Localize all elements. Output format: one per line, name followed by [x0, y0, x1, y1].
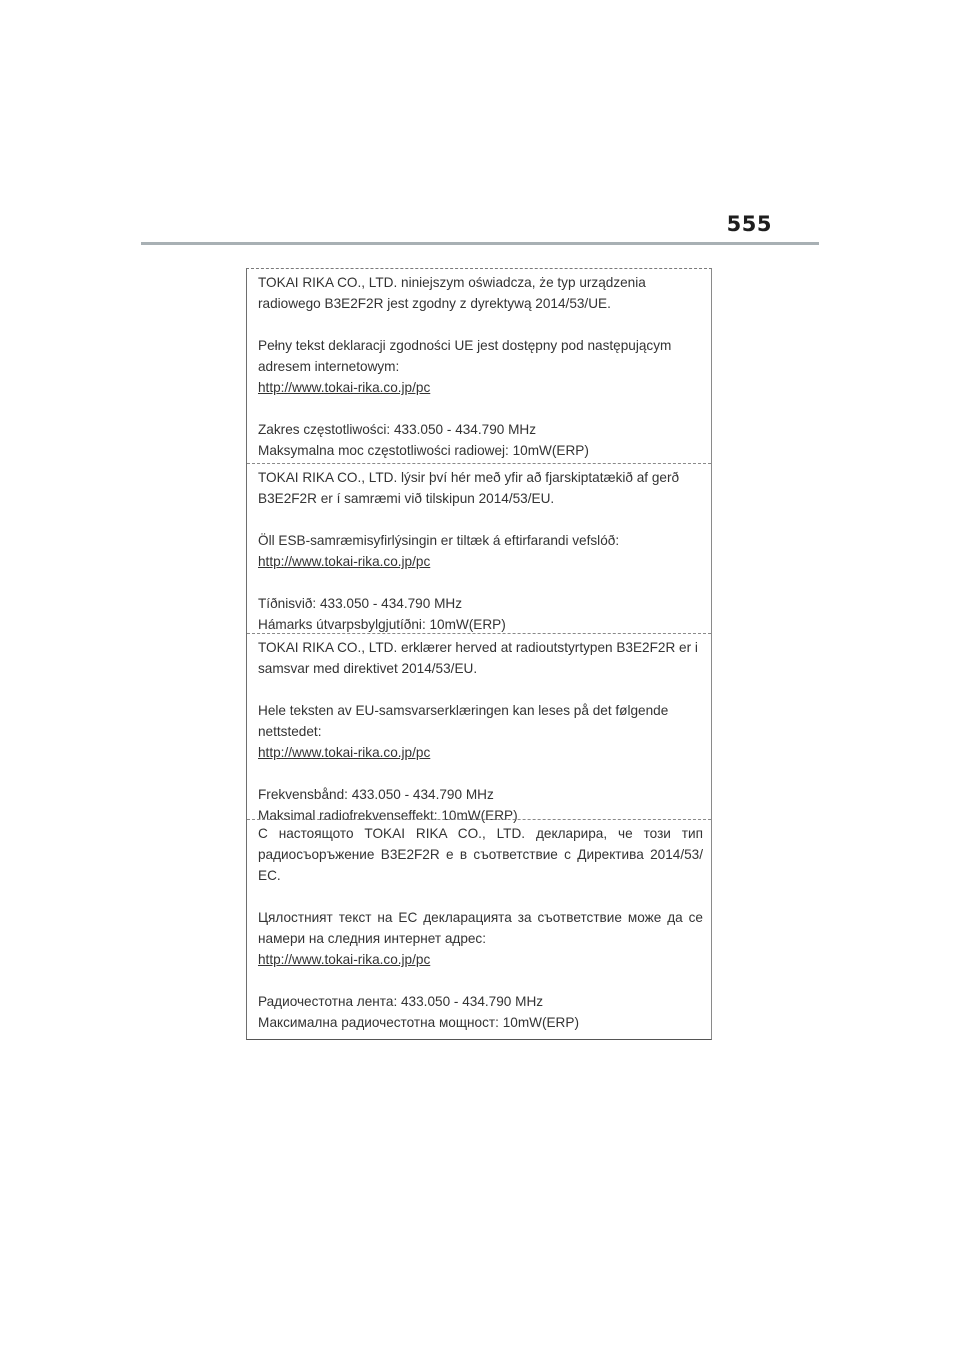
declaration-intro: TOKAI RIKA CO., LTD. erklærer herved at radioutstyrtypen B3E2F2R er i samsvar med direktivet 2014/53/EU.	[258, 640, 698, 676]
declaration-box	[246, 268, 712, 1040]
declaration-full-text-note	[258, 700, 703, 763]
declaration-full-text: Hele teksten av EU-samsvarserklæringen kan leses på det følgende nettstedet:	[258, 703, 669, 739]
header-rule	[141, 242, 819, 245]
declaration-full-text: Цялостният текст на ЕС декларацията за съответствие може да се намери на следния интернет адрес:	[258, 910, 703, 946]
declaration-frequency: Радиочестотна лента: 433.050 - 434.790 MHz	[258, 994, 544, 1009]
declaration-norwegian	[247, 633, 711, 823]
declaration-bulgarian	[247, 819, 711, 1039]
declaration-full-text-note	[258, 530, 703, 572]
declaration-frequency: Frekvensbånd: 433.050 - 434.790 MHz	[258, 787, 494, 802]
declaration-intro: TOKAI RIKA CO., LTD. lýsir því hér með yfir að fjarskiptatækið af gerð B3E2F2R er í samræmi við tilskipun 2014/53/EU.	[258, 470, 680, 506]
declaration-polish	[247, 269, 711, 463]
declaration-frequency: Tíðnisvið: 433.050 - 434.790 MHz	[258, 596, 463, 611]
declaration-url-link[interactable]: http://www.tokai-rika.co.jp/pc	[258, 380, 431, 395]
declaration-power: Maksimal radiofrekvenseffekt: 10mW(ERP)	[258, 808, 518, 823]
declaration-full-text: Öll ESB-samræmisyfirlýsingin er tiltæk á eftirfarandi vefslóð:	[258, 533, 620, 548]
declaration-full-text-note	[258, 907, 703, 970]
declaration-url-link[interactable]: http://www.tokai-rika.co.jp/pc	[258, 554, 431, 569]
declaration-url-link[interactable]: http://www.tokai-rika.co.jp/pc	[258, 745, 431, 760]
declaration-power: Максимална радиочестотна мощност: 10mW(ERP)	[258, 1015, 579, 1030]
declaration-power: Maksymalna moc częstotliwości radiowej: 10mW(ERP)	[258, 443, 589, 458]
declaration-icelandic	[247, 463, 711, 633]
declaration-full-text: Pełny tekst deklaracji zgodności UE jest dostępny pod następującym adresem internetowym:	[258, 338, 672, 374]
declaration-frequency: Zakres częstotliwości: 433.050 - 434.790 MHz	[258, 422, 537, 437]
declaration-intro: С настоящото TOKAI RIKA CO., LTD. декларира, че този тип радиосъоръжение B3E2F2R е в съответствие с Директива 2014/53/ЕС.	[258, 826, 703, 883]
declaration-full-text-note	[258, 335, 703, 398]
declaration-url-link[interactable]: http://www.tokai-rika.co.jp/pc	[258, 952, 431, 967]
declaration-intro: TOKAI RIKA CO., LTD. niniejszym oświadcza, że typ urządzenia radiowego B3E2F2R jest zgodny z dyrektywą 2014/53/UE.	[258, 275, 646, 311]
declaration-power: Hámarks útvarpsbylgjutíðni: 10mW(ERP)	[258, 617, 506, 632]
page-number: 555	[726, 212, 772, 236]
